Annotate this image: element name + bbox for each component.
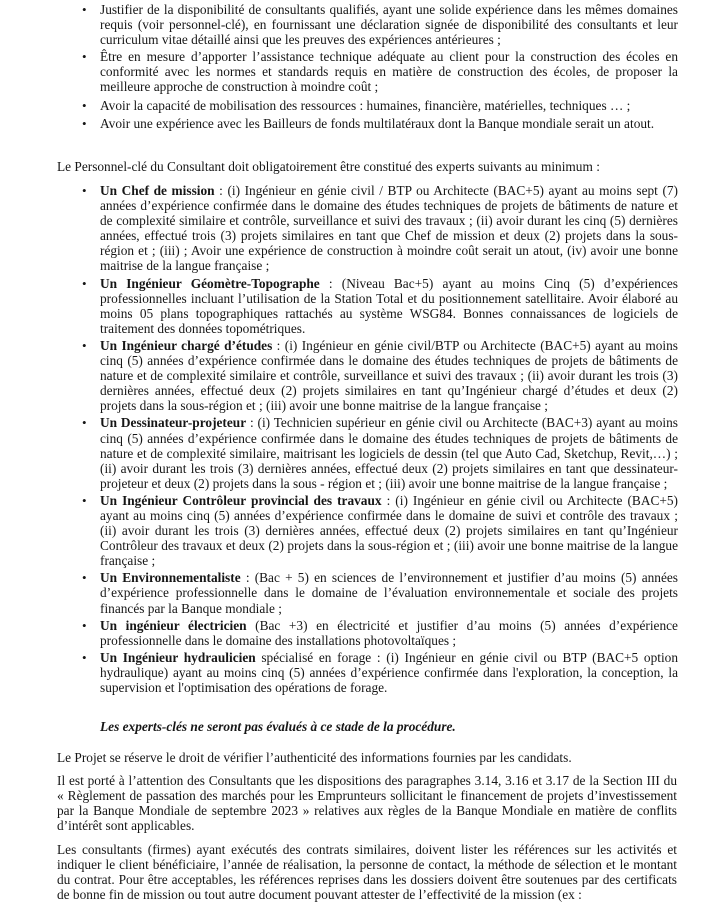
references-paragraph: Les consultants (firmes) ayant exécutés des contrats similaires, doivent lister les références sur les activités et indiquer le client bénéficiaire, l’année de réalisation, la personne de contact, la méthode de sélection et le montant du contrat. Pour être acceptables, les références reprises dans les dossiers doivent être soutenues par des certificats de bonne fin de mission ou tout autre document pouvant attester de l’effectivité de la mission (ex :: [57, 842, 677, 903]
experts-evaluation-note: Les experts-clés ne seront pas évalués à ce stade de la procédure.: [100, 719, 456, 734]
requirement-text: Avoir la capacité de mobilisation des ressources : humaines, financière, matérielles, techniques … ;: [100, 97, 631, 113]
expert-title: Un Dessinateur-projeteur: [100, 415, 247, 431]
expert-title: Un Ingénieur Géomètre-Topographe: [100, 275, 320, 291]
requirement-text: Être en mesure d’apporter l’assistance technique adéquate au client pour la construction des écoles en conformité avec les normes et standards requis en matière de construction des écoles, de proposer la meilleure approche de construction à moindre coût ;: [100, 49, 678, 95]
expert-description: : (i) Ingénieur en génie civil / BTP ou Architecte (BAC+5) ayant au moins sept (7) années d’expérience confirmée dans le domaine des études techniques de projets de bâtiments de nature et de complexité similaire et contrôle, surveillance et suivi des travaux ; (ii) avoir durant les cinq (5) dernières années, effectué trois (3) projets similaires en tant que Chef de mission et deux (2) projets dans la sous-région et ; (iii) ; Avoir une expérience de construction à moindre coût serait un atout, (iv) avoir une bonne maitrise de la langue française ;: [100, 183, 679, 274]
bullet-icon: •: [82, 97, 87, 113]
requirements-list: [82, 2, 678, 131]
bullet-icon: •: [82, 115, 87, 131]
requirement-text: Justifier de la disponibilité de consultants qualifiés, ayant une solide expérience dans les mêmes domaines requis (voir personnel-clé), en fournissant une déclaration signée de disponibilité des consultants et leur curriculum vitae détaillé ainsi que les preuves des expériences antérieures ;: [100, 2, 678, 48]
verification-paragraph: Le Projet se réserve le droit de vérifier l’authenticité des informations fournies par les candidats.: [57, 750, 572, 765]
key-staff-intro: Le Personnel-clé du Consultant doit obligatoirement être constitué des experts suivants au minimum :: [57, 159, 600, 174]
expert-item: [82, 649, 678, 695]
requirement-item: [82, 2, 678, 48]
expert-description: : (Niveau Bac+5) ayant au moins Cinq (5) d’expériences professionnelles incluant l’utilisation de la Station Total et du positionnement satellitaire. Avoir élaboré au moins 05 plans topographiques rattachés au système WSG84. Bonnes connaissances de logiciels de traitement des données topométriques.: [100, 275, 678, 336]
requirement-item: [82, 97, 678, 113]
expert-description: : (i) Ingénieur en génie civil/BTP ou Architecte (BAC+5) ayant au moins cinq (5) années d’expérience confirmée dans le domaine des études techniques de projets de bâtiments de nature et de complexité similaire et contrôle, surveillance et suivi des travaux ; (ii) avoir durant les trois (3) dernières années, effectué deux (2) projets similaires en tant qu’Ingénieur chargé d’études et deux (2) projets dans la sous-région et ; (iii) avoir une bonne maitrise de la langue française ;: [100, 337, 678, 414]
bullet-icon: •: [82, 570, 87, 586]
expert-description: spécialisé en forage : (i) Ingénieur en génie civil ou BTP (BAC+5 option hydraulique) ayant au moins cinq (5) années d’expérience confirmée dans l'exploration, la conception, la supervision et l'optimisation des opérations de forage.: [100, 649, 678, 695]
expert-item: [82, 275, 678, 336]
expert-item: [82, 570, 678, 616]
expert-title: Un Chef de mission: [100, 183, 215, 198]
expert-title: Un Ingénieur Contrôleur provincial des travaux: [100, 492, 382, 508]
expert-title: Un ingénieur électricien: [100, 617, 247, 633]
bullet-icon: •: [82, 649, 87, 665]
bullet-icon: •: [82, 337, 87, 353]
expert-title: Un Ingénieur hydraulicien: [100, 649, 256, 665]
bullet-icon: •: [82, 415, 87, 431]
expert-item: [82, 492, 678, 569]
expert-description: (Bac +3) en électricité et justifier d’au moins (5) années d’expérience professionnelle dans le domaine des installations photovoltaïques ;: [100, 617, 678, 648]
expert-description: : (Bac + 5) en sciences de l’environnement et justifier d’au moins (5) années d’expérience professionnelle dans le domaine de l’évaluation environnementale et sociale des projets financés par la Banque mondiale ;: [100, 570, 678, 616]
requirement-text: Avoir une expérience avec les Bailleurs de fonds multilatéraux dont la Banque mondiale serait un atout.: [100, 115, 655, 131]
expert-description: : (i) Ingénieur en génie civil ou Architecte (BAC+5) ayant au moins cinq (5) années d’expérience confirmée dans le domaine de suivi et contrôle des travaux ; (ii) avoir durant les trois (3) dernières années, effectué deux (2) projets similaires en tant qu’Ingénieur Contrôleur des travaux et deux (2) projets dans la sous-région et ; (iii) avoir une bonne maitrise de la langue française ;: [100, 492, 678, 569]
expert-item: [82, 337, 678, 414]
expert-item: [82, 415, 678, 491]
expert-title: Un Ingénieur chargé d’études: [100, 337, 273, 353]
expert-item: [82, 617, 678, 648]
expert-description: : (i) Technicien supérieur en génie civil ou Architecte (BAC+3) ayant au moins cinq (5) années d’expérience confirmée dans le domaine des études techniques de projets de bâtiments de nature et de complexité similaire, maitrisant les logiciels de dessin (tel que Auto Cad, Sketchup, Revit,…) ; (ii) avoir durant les trois (3) dernières années, effectué deux (2) projets similaires en tant que dessinateur-projeteur et deux (2) projets dans la sous - région et ; (iii) avoir une bonne maitrise de la langue française ;: [100, 415, 678, 491]
requirement-item: [82, 49, 678, 95]
bullet-icon: •: [82, 49, 87, 65]
bullet-icon: •: [82, 183, 87, 198]
bullet-icon: •: [82, 275, 87, 291]
conflict-of-interest-paragraph: Il est porté à l’attention des Consultants que les dispositions des paragraphes 3.14, 3.16 et 3.17 de la Section III du « Règlement de passation des marchés pour les Emprunteurs sollicitant le financement de projets d’investissement par la Banque Mondiale de septembre 2023 » relatives aux règles de la Banque Mondiale en matière de conflits d’intérêt sont applicables.: [57, 773, 677, 834]
expert-title: Un Environnementaliste: [100, 570, 241, 586]
requirement-item: [82, 115, 678, 131]
bullet-icon: •: [82, 617, 87, 633]
bullet-icon: •: [82, 2, 87, 17]
bullet-icon: •: [82, 492, 87, 508]
experts-list: [82, 183, 679, 695]
expert-item: [82, 183, 679, 274]
